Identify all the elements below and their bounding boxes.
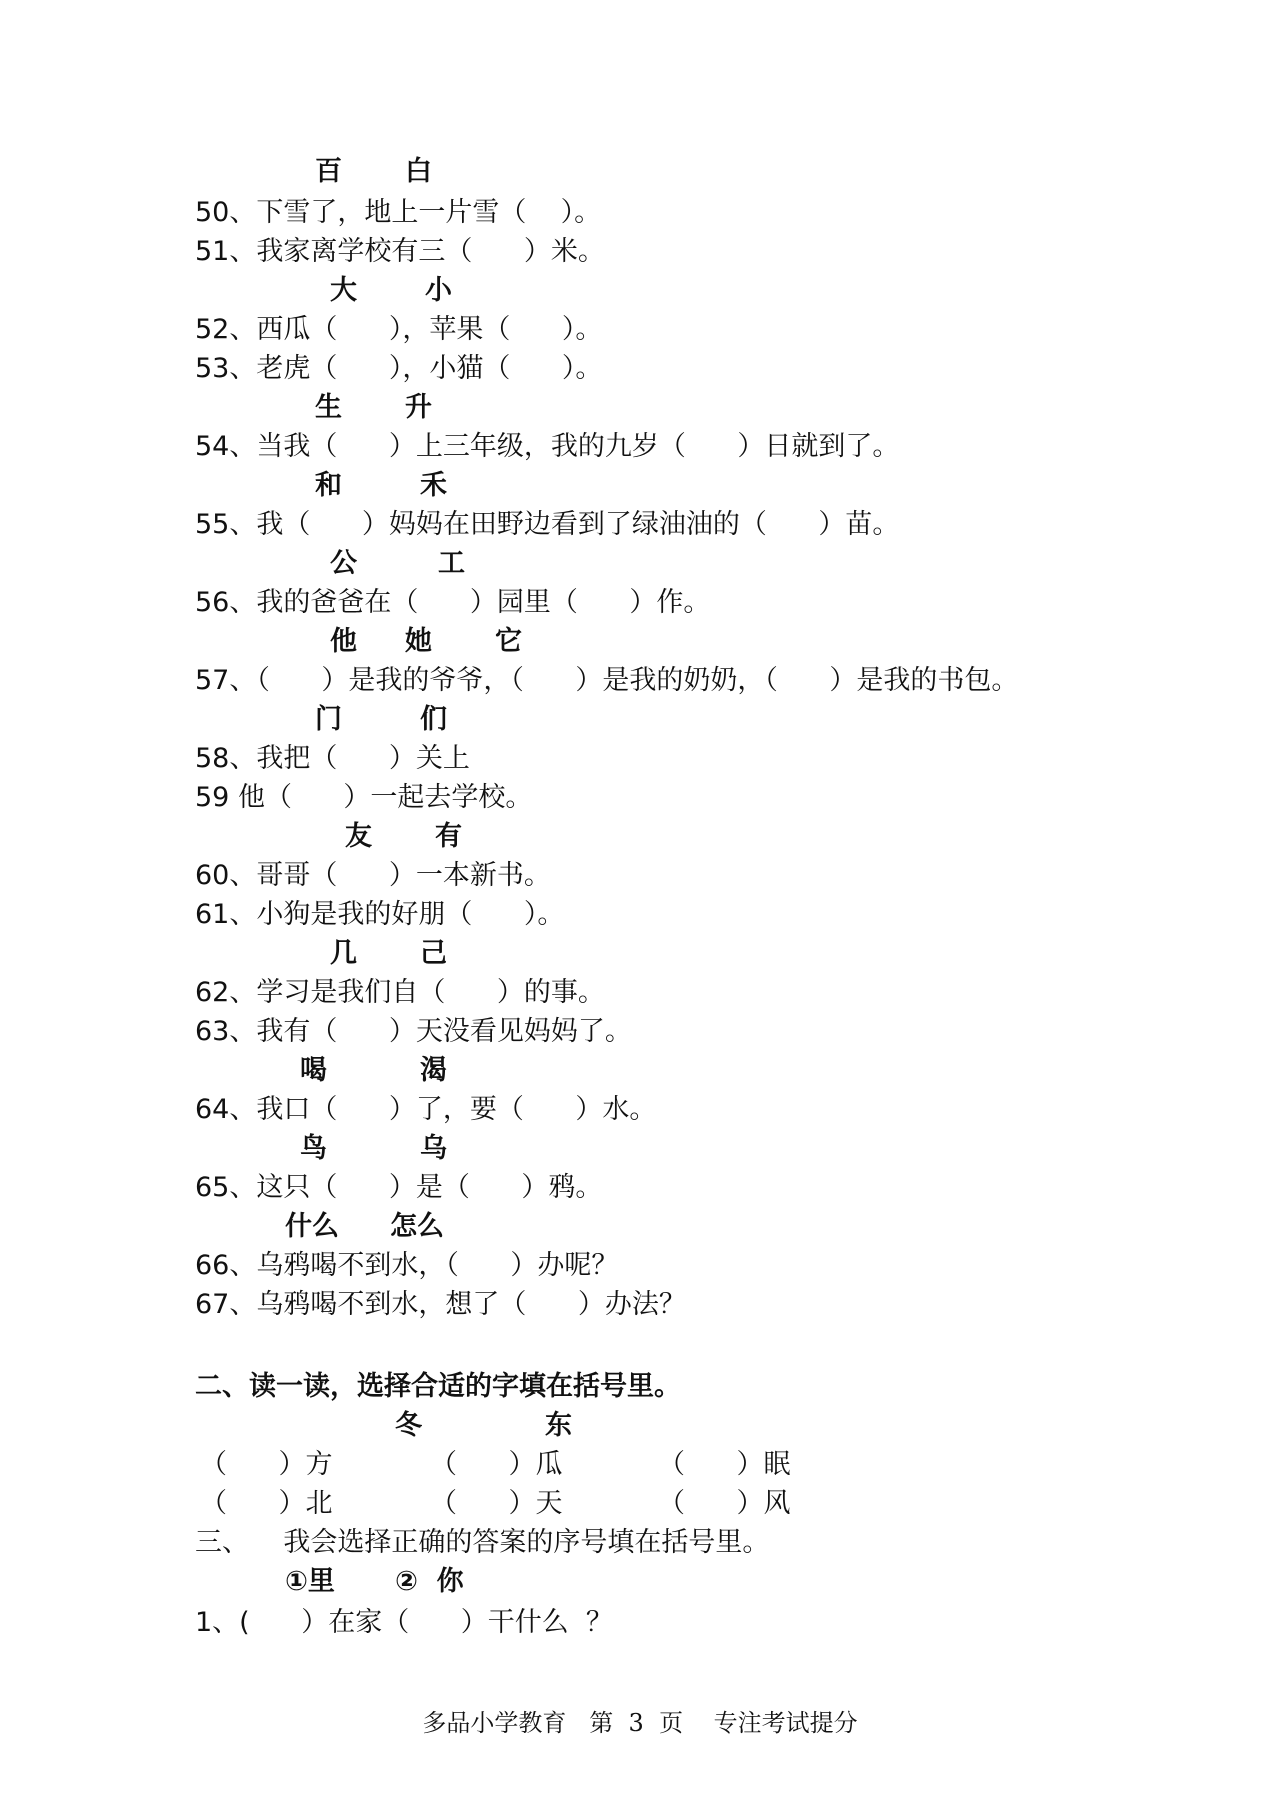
option-word: 他: [330, 626, 357, 657]
option-word: 工: [438, 548, 465, 579]
question-line: 1、( ）在家（ ）干什么 ？: [195, 1607, 613, 1638]
option-word: 小: [425, 275, 452, 306]
section-2-title: 二、读一读，选择合适的字填在括号里。: [195, 1371, 681, 1402]
fill-blank-item: （ ）方: [200, 1449, 333, 1480]
question-line: 51、我家离学校有三（ ）米。: [195, 236, 605, 267]
option-word: 冬: [395, 1410, 422, 1441]
question-line: 52、西瓜（ ），苹果（ ）。: [195, 314, 603, 345]
page-footer: 多品小学教育 第 3 页 专注考试提分: [422, 1709, 858, 1737]
question-line: 59 他（ ）一起去学校。: [195, 782, 533, 813]
fill-blank-item: （ ）天: [430, 1488, 563, 1519]
option-word: 什么: [285, 1211, 339, 1242]
question-line: 58、我把（ ）关上: [195, 743, 470, 774]
option-word: 和: [315, 470, 342, 501]
section-3-title: 三、 我会选择正确的答案的序号填在括号里。: [195, 1527, 770, 1558]
option-word: 渴: [420, 1055, 447, 1086]
question-line: 65、这只（ ）是（ ）鸦。: [195, 1172, 603, 1203]
option-word: 它: [495, 626, 522, 657]
option-word: 白: [405, 156, 432, 187]
question-line: 53、老虎（ ），小猫（ ）。: [195, 353, 603, 384]
question-line: 62、学习是我们自（ ）的事。: [195, 977, 605, 1008]
question-line: 55、我（ ）妈妈在田野边看到了绿油油的（ ）苗。: [195, 509, 900, 540]
option-word: 大: [330, 275, 357, 306]
option-word: ② 你: [395, 1566, 464, 1597]
option-word: 己: [420, 938, 447, 969]
option-word: 怎么: [390, 1211, 444, 1242]
option-word: 公: [330, 548, 357, 579]
question-line: 67、乌鸦喝不到水，想了（ ）办法？: [195, 1289, 686, 1320]
option-word: 友: [345, 821, 372, 852]
question-line: 56、我的爸爸在（ ）园里（ ）作。: [195, 587, 711, 618]
question-line: 61、小狗是我的好朋（ ）。: [195, 899, 565, 930]
option-word: 东: [545, 1410, 572, 1441]
option-word: 有: [435, 821, 462, 852]
option-word: 门: [315, 704, 342, 735]
fill-blank-item: （ ）北: [200, 1488, 333, 1519]
option-word: 们: [420, 704, 447, 735]
question-line: 57、（ ）是我的爷爷，（ ）是我的奶奶，（ ）是我的书包。: [195, 665, 1019, 696]
option-word: 升: [405, 392, 432, 423]
option-word: 百: [315, 156, 342, 187]
option-word: 喝: [300, 1055, 327, 1086]
option-word: ①里: [285, 1566, 335, 1597]
question-line: 63、我有（ ）天没看见妈妈了。: [195, 1016, 632, 1047]
question-line: 54、当我（ ）上三年级，我的九岁（ ）日就到了。: [195, 431, 900, 462]
option-word: 她: [405, 626, 432, 657]
question-line: 66、乌鸦喝不到水，（ ）办呢？: [195, 1250, 619, 1281]
option-word: 乌: [420, 1133, 447, 1164]
option-word: 几: [330, 938, 357, 969]
option-word: 生: [315, 392, 342, 423]
option-word: 禾: [420, 470, 447, 501]
question-line: 50、下雪了，地上一片雪（ ）。: [195, 197, 602, 228]
fill-blank-item: （ ）瓜: [430, 1449, 563, 1480]
option-word: 鸟: [300, 1133, 327, 1164]
question-line: 64、我口（ ）了，要（ ）水。: [195, 1094, 657, 1125]
fill-blank-item: （ ）眠: [658, 1449, 791, 1480]
question-line: 60、哥哥（ ）一本新书。: [195, 860, 551, 891]
fill-blank-item: （ ）风: [658, 1488, 791, 1519]
